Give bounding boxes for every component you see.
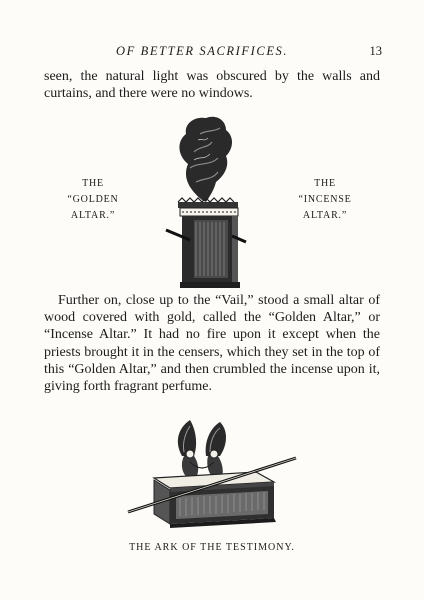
cherubim <box>178 420 226 478</box>
altar-engraving <box>160 112 252 292</box>
caption-line: THE <box>82 178 104 189</box>
caption-line: ALTAR.” <box>302 210 348 221</box>
paragraph-2: Further on, close up to the “Vail,” stood a small altar of wood covered with gold, called the “Golden Altar,” or “Incense Altar.” It had no fire upon it except when the priests brought it in the censers, which they set in the top of this “Golden Altar,” and then crumbled the incense upon it, giving forth fragrant perfume. <box>44 293 380 395</box>
page-number: 13 <box>369 44 382 58</box>
ark-caption: THE ARK OF THE TESTIMONY. <box>129 542 295 553</box>
paragraph-1: seen, the natural light was obscured by the walls and curtains, and there were no windows. <box>44 69 380 102</box>
golden-altar-illustration <box>160 112 252 292</box>
caption-golden-altar <box>48 176 138 224</box>
ark-illustration <box>124 416 300 538</box>
caption-line: “GOLDEN <box>67 194 119 205</box>
caption-line: ALTAR.” <box>70 210 116 221</box>
incense-smoke <box>179 117 232 202</box>
altar-body <box>180 216 240 288</box>
running-title: OF BETTER SACRIFICES. <box>116 44 289 58</box>
caption-line: THE <box>314 178 336 189</box>
caption-line: “INCENSE <box>298 194 352 205</box>
caption-incense-altar <box>280 176 370 224</box>
page-header <box>46 44 382 62</box>
ark-engraving <box>124 416 300 538</box>
altar-crown <box>178 198 238 216</box>
